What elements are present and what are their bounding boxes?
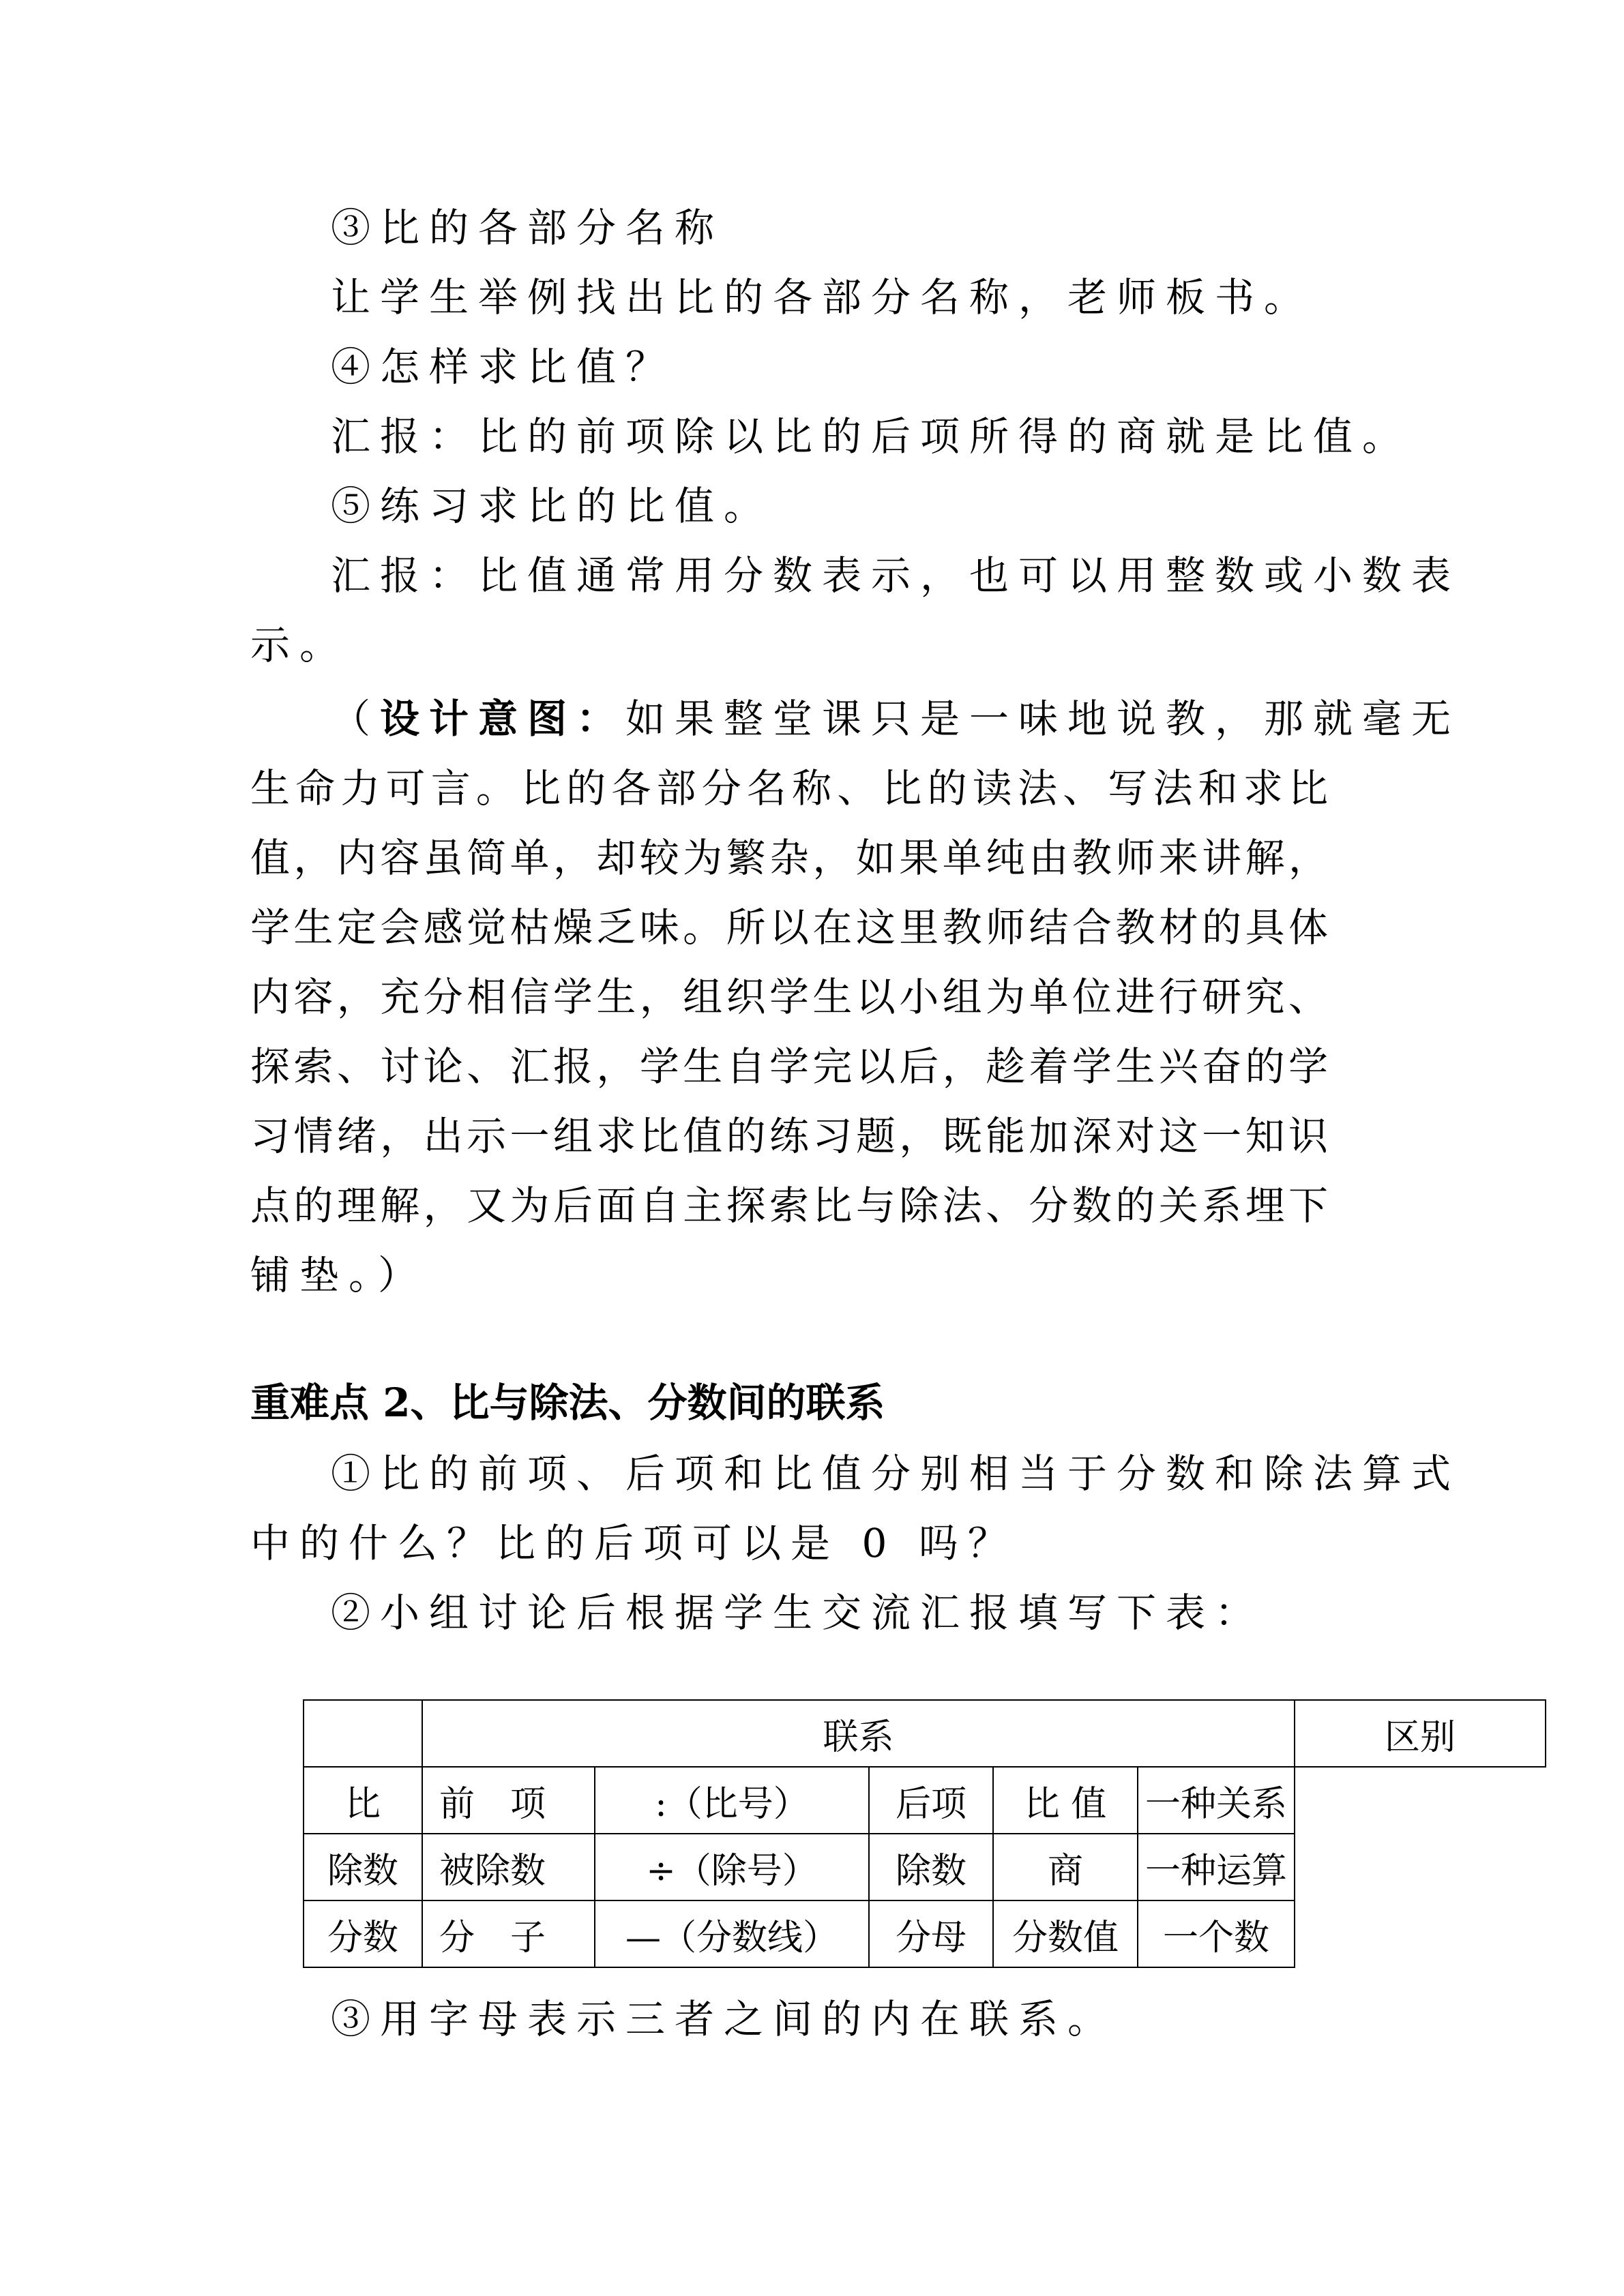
item-4-text: 汇报：比的前项除以比的后项所得的商就是比值。 xyxy=(331,413,1412,460)
header-blank-cell xyxy=(304,1700,422,1767)
row-consequent: 分母 xyxy=(869,1900,993,1967)
row-name: 分数 xyxy=(304,1900,422,1967)
item-3-title: ③比的各部分名称 xyxy=(331,205,724,251)
row-antecedent: 被除数 xyxy=(422,1834,595,1900)
table-row xyxy=(304,1767,1546,1834)
header-relation: 联系 xyxy=(422,1700,1295,1767)
design-note-open-paren: （ xyxy=(331,696,381,742)
header-difference: 区别 xyxy=(1295,1700,1546,1767)
row-consequent: 后项 xyxy=(869,1767,993,1834)
row-result: 商 xyxy=(993,1834,1138,1900)
design-note-line: 学生定会感觉枯燥乏味。所以在这里教师结合教材的具体 xyxy=(250,904,1328,951)
row-antecedent: 分 子 xyxy=(422,1900,595,1967)
row-result: 分数值 xyxy=(993,1900,1138,1967)
row-result: 比 值 xyxy=(993,1767,1138,1834)
table-row xyxy=(304,1900,1546,1967)
table-row xyxy=(304,1834,1546,1900)
item-4-title: ④怎样求比值？ xyxy=(331,344,675,390)
design-note-line: 生命力可言。比的各部分名称、比的读法、写法和求比 xyxy=(250,765,1328,811)
design-note-first-line xyxy=(331,691,1460,747)
question-1-line1: ①比的前项、后项和比值分别相当于分数和除法算式 xyxy=(331,1450,1461,1497)
row-operator: —（分数线） xyxy=(595,1900,869,1967)
design-note-line: 点的理解，又为后面自主探索比与除法、分数的关系埋下 xyxy=(250,1182,1328,1229)
row-difference: 一种运算 xyxy=(1138,1834,1295,1900)
item-5-title: ⑤练习求比的比值。 xyxy=(331,483,773,529)
relation-table xyxy=(303,1699,1546,1968)
table-header-row xyxy=(304,1700,1546,1767)
design-note-first-text: 如果整堂课只是一味地说教，那就毫无 xyxy=(625,696,1461,742)
item-5-text-line2: 示。 xyxy=(250,622,349,668)
question-1-line2: 中的什么？比的后项可以是 0 吗？ xyxy=(250,1520,1017,1566)
section-heading: 重难点 2、比与除法、分数间的联系 xyxy=(250,1380,885,1426)
design-note-line: 值，内容虽简单，却较为繁杂，如果单纯由教师来讲解， xyxy=(250,835,1328,881)
design-note-line: 内容，充分相信学生，组织学生以小组为单位进行研究、 xyxy=(250,974,1328,1020)
row-operator: :（比号） xyxy=(595,1767,869,1834)
question-2: ②小组讨论后根据学生交流汇报填写下表： xyxy=(331,1590,1265,1636)
row-operator: ÷（除号） xyxy=(595,1834,869,1900)
row-difference: 一个数 xyxy=(1138,1900,1295,1967)
row-name: 比 xyxy=(304,1767,422,1834)
design-note-line: 探索、讨论、汇报，学生自学完以后，趁着学生兴奋的学 xyxy=(250,1043,1328,1090)
question-3: ③用字母表示三者之间的内在联系。 xyxy=(331,1996,1117,2042)
design-note-label: 设计意图： xyxy=(380,696,626,742)
row-consequent: 除数 xyxy=(869,1834,993,1900)
row-antecedent: 前 项 xyxy=(422,1767,595,1834)
design-note-line: 习情绪，出示一组求比值的练习题，既能加深对这一知识 xyxy=(250,1113,1328,1159)
design-note-last-line: 铺垫。） xyxy=(250,1252,428,1298)
item-3-text: 让学生举例找出比的各部分名称，老师板书。 xyxy=(331,274,1314,320)
row-difference: 一种关系 xyxy=(1138,1767,1295,1834)
item-5-text-line1: 汇报：比值通常用分数表示，也可以用整数或小数表 xyxy=(331,552,1461,599)
row-name: 除数 xyxy=(304,1834,422,1900)
